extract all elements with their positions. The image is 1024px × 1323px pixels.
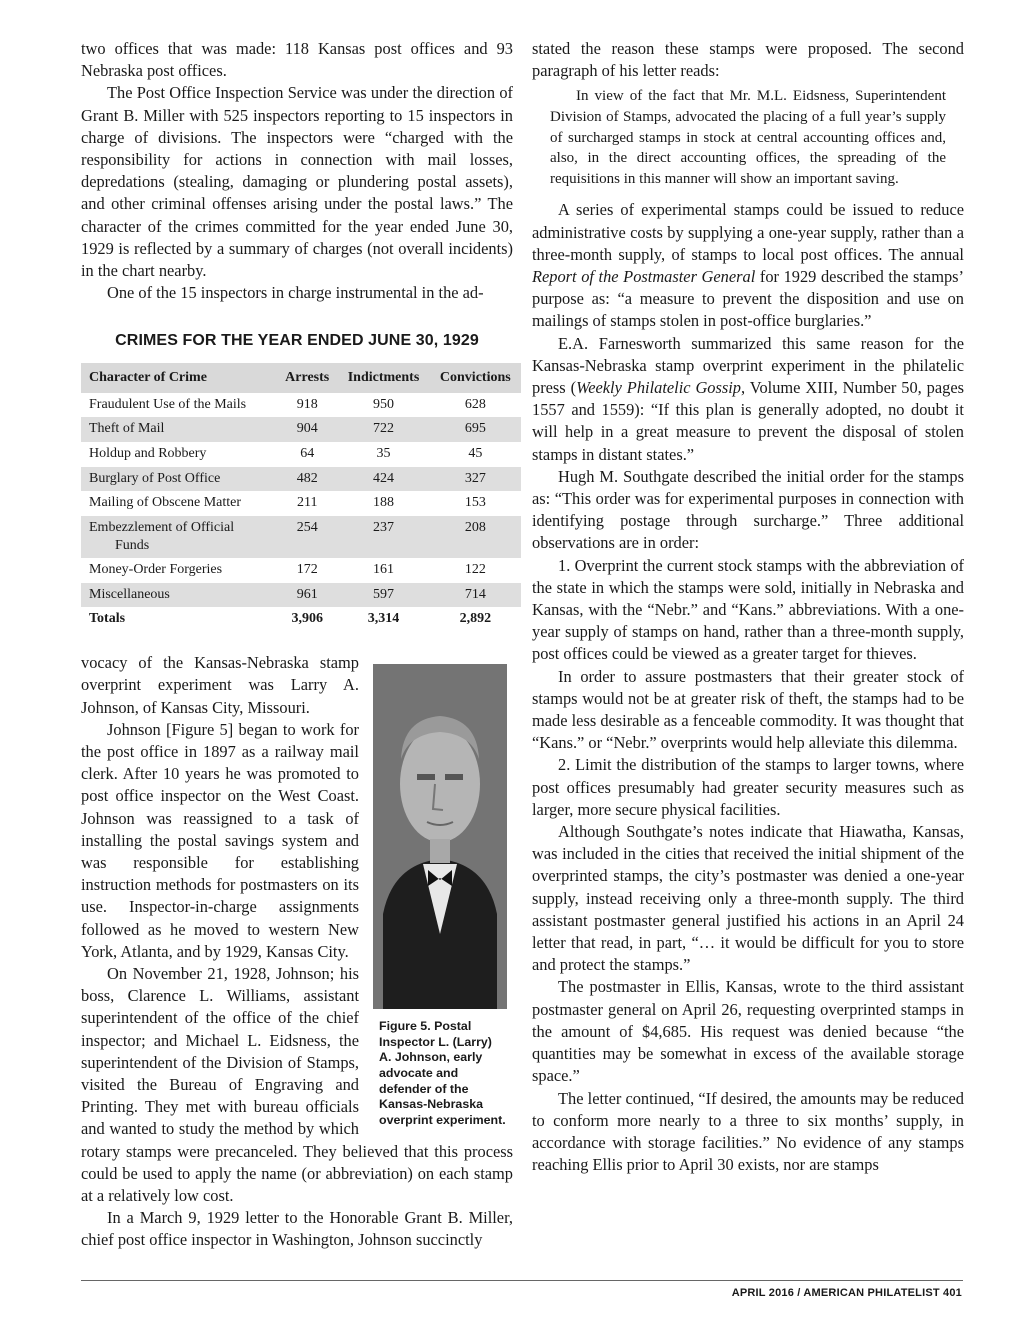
- paragraph: [532, 333, 964, 466]
- table-cell: Mailing of Obscene Matter: [89, 495, 242, 511]
- page-footer: APRIL 2016 / AMERICAN PHILATELIST 401: [731, 1287, 962, 1299]
- paragraph: On November 21, 1928, Johnson; his boss, Clarence L. Williams, assistant superintendent of the office of the chief inspector; and Michael L. Eidsness, the superintendent of the Division of Stamps, visited the Bureau of Engraving and Printing. They met with bureau officials and wanted to study the method by which rotary stamps were precanceled. They believed that this process could be used to apply the name (or abbreviation) on each stamp at a relatively low cost.: [81, 963, 513, 1206]
- table-cell: 628: [464, 396, 486, 412]
- table-cell: 254: [277, 516, 337, 558]
- table-cell: 904: [277, 417, 337, 442]
- table-cell: 950: [373, 396, 394, 412]
- column-header: Indictments: [337, 363, 429, 393]
- table-cell: [81, 516, 277, 558]
- table-cell: Money-Order Forgeries: [89, 562, 223, 578]
- table-row: [81, 558, 521, 583]
- table-cell: 122: [464, 562, 486, 578]
- figure-5: [373, 664, 513, 1128]
- column-header: Arrests: [277, 363, 337, 393]
- paragraph: vocacy of the Kansas-Nebraska stamp overprint experiment was Larry A. Johnson, of Kansas City, Missouri.: [81, 653, 359, 717]
- table-cell: 153: [464, 495, 486, 511]
- table-cell: 188: [373, 495, 394, 511]
- paragraph: The Post Office Inspection Service was under the direction of Grant B. Miller with 525 inspectors reporting to 15 inspectors in charge of divisions. The inspectors were “charged with the responsibility for actions in connection with mail losses, depredations (stealing, damaging or plundering postal assets), and other criminal offenses arising under the postal laws.” The character of the crimes committed for the year ended June 30, 1929 is reflected by a summary of charges (not overall incidents) in the chart nearby.: [81, 83, 513, 281]
- cell-text: Embezzlement of Official: [89, 520, 235, 536]
- table-cell: 211: [296, 495, 318, 511]
- table-title: CRIMES FOR THE YEAR ENDED JUNE 30, 1929: [115, 332, 479, 350]
- paragraph: The letter continued, “If desired, the amounts may be reduced to conform more nearly to a three to six months’ supply, in accordance with storage facilities.” No evidence of any stamps reaching Ellis prior to April 30 exists, nor are stamps: [532, 1088, 964, 1175]
- paragraph: [532, 199, 964, 332]
- left-column: [81, 38, 513, 1252]
- paragraph: Hugh M. Southgate described the initial order for the stamps as: “This order was for experimental purposes in connection with identifying postage through surcharge.” Three additional observations are in order:: [532, 466, 964, 553]
- table-cell: 3,314: [367, 611, 400, 627]
- publication-title: Report of the Postmaster General: [532, 266, 756, 286]
- paragraph: In a March 9, 1929 letter to the Honorable Grant B. Miller, chief post office inspector in Washington, Johnson succinctly: [81, 1208, 513, 1250]
- figure-caption: Figure 5. Postal Inspector L. (Larry) A. Johnson, early advocate and defender of the Kansas-Nebraska overprint experiment.: [379, 1019, 506, 1127]
- paragraph: Although Southgate’s notes indicate that Hiawatha, Kansas, was included in the cities that received the initial shipment of the overprinted stamps, the city’s postmaster was denied a one-year supply, instead receiving only a three-month supply. The third assistant postmaster general justified his actions in an April 24 letter that read, in part, “… it would be difficult for you to store and protect the stamps.”: [532, 822, 964, 975]
- paragraph: 2. Limit the distribution of the stamps to larger towns, where post offices presumably had greater security measures such as larger, more secure physical facilities.: [532, 755, 964, 819]
- table-row: [81, 516, 521, 558]
- table-cell: 208: [430, 516, 521, 558]
- table-cell: 2,892: [459, 611, 492, 627]
- table-cell: 172: [296, 562, 318, 578]
- crimes-table: [81, 363, 521, 633]
- table-cell: 714: [430, 583, 521, 608]
- table-row: [81, 491, 521, 516]
- table-cell: 695: [430, 417, 521, 442]
- table-cell: Theft of Mail: [81, 417, 277, 442]
- right-column: [532, 38, 964, 1176]
- table-row: [81, 417, 521, 442]
- paragraph: 1. Overprint the current stock stamps with the abbreviation of the state in which the stamps were sold, initially in Nebraska and Kansas, with the “Nebr.” and “Kans.” abbreviations. With a one-year supply of stamps on hand, rather than a three-month supply, post offices could be viewed as a greater target for thieves.: [532, 555, 964, 664]
- table-cell: 3,906: [291, 611, 323, 627]
- cell-text-continued: Funds: [115, 538, 150, 554]
- column-header: Convictions: [430, 363, 521, 393]
- column-header: Character of Crime: [81, 363, 277, 393]
- block-quote: In view of the fact that Mr. M.L. Eidsness, Superintendent Division of Stamps, advocated the placing of a full year’s supply of surcharged stamps in stock at central accounting offices and, also, in the direct accounting offices, the spreading of the requisitions in this manner will show an important saving.: [550, 88, 946, 187]
- table-row: [81, 442, 521, 467]
- table-header-row: [81, 363, 521, 393]
- table-cell: Burglary of Post Office: [81, 467, 277, 492]
- table-cell: 482: [277, 467, 337, 492]
- table-cell: 45: [468, 446, 483, 462]
- table-cell: 597: [337, 583, 429, 608]
- table-cell: 327: [430, 467, 521, 492]
- portrait-photo: [373, 664, 507, 1009]
- portrait-image: [373, 664, 507, 1009]
- publication-title: Weekly Philatelic Gossip: [576, 378, 742, 397]
- text-span: A series of experimental stamps could be issued to reduce administrative costs by supplying a one-year supply, rather than a three-month supply, of stamps to local post offices. The annual: [532, 200, 964, 264]
- table-cell: Miscellaneous: [81, 583, 277, 608]
- paragraph: The postmaster in Ellis, Kansas, wrote to the third assistant postmaster general on April 26, requesting overprinted stamps in the amount of $4,685. His request was denied because “the quantities may be somewhat in excess of the available storage space.”: [532, 977, 964, 1086]
- table-cell: Fraudulent Use of the Mails: [89, 396, 247, 412]
- table-cell: 918: [296, 396, 318, 412]
- text-span: for 1929 described the stamps’ purpose as: “a measure to prevent the disposition and use on mailings of stamps stolen in post-office burglaries.”: [532, 266, 964, 331]
- table-row: [81, 583, 521, 608]
- table-cell: 722: [337, 417, 429, 442]
- table-cell: Totals: [89, 611, 126, 627]
- table-cell: 64: [300, 446, 315, 462]
- paragraph: One of the 15 inspectors in charge instrumental in the ad-: [107, 283, 484, 303]
- table-cell: 35: [376, 446, 391, 462]
- footer-divider: [81, 1280, 963, 1281]
- table-cell: 237: [337, 516, 429, 558]
- text-span: , Volume XIII, Number 50, pages 1557 and 1559): “If this plan is generally adopted, no doubt it will help in a great measure to prevent the disposal of stolen stamps in distant states.”: [532, 378, 964, 464]
- paragraph: two offices that was made: 118 Kansas post offices and 93 Nebraska post offices.: [81, 39, 513, 81]
- text-span: E.A. Farnesworth summarized this same reason for the Kansas-Nebraska stamp overprint experiment in the philatelic press (: [532, 333, 964, 397]
- paragraph: stated the reason these stamps were proposed. The second paragraph of his letter reads:: [532, 39, 964, 81]
- table-totals-row: [81, 607, 521, 632]
- table-cell: Holdup and Robbery: [89, 446, 207, 462]
- table-cell: 161: [373, 562, 394, 578]
- paragraph: Johnson [Figure 5] began to work for the post office in 1897 as a railway mail clerk. After 10 years he was promoted to post office inspector on the West Coast. Johnson was reassigned to a task of installing the postal savings system and was responsible for establishing instruction methods for postmasters on its use. Inspector-in-charge assignments followed as he moved to western New York, Atlanta, and by 1929, Kansas City.: [81, 719, 359, 961]
- table-row: [81, 467, 521, 492]
- table-row: [81, 393, 521, 418]
- table-cell: 424: [337, 467, 429, 492]
- table-cell: 961: [277, 583, 337, 608]
- paragraph: In order to assure postmasters that their greater stock of stamps would not be at greater risk of theft, the stamps had to be made less desirable as a fenceable commodity. It was thought that “Kans.” or “Nebr.” overprints would help alleviate this dilemma.: [532, 666, 964, 753]
